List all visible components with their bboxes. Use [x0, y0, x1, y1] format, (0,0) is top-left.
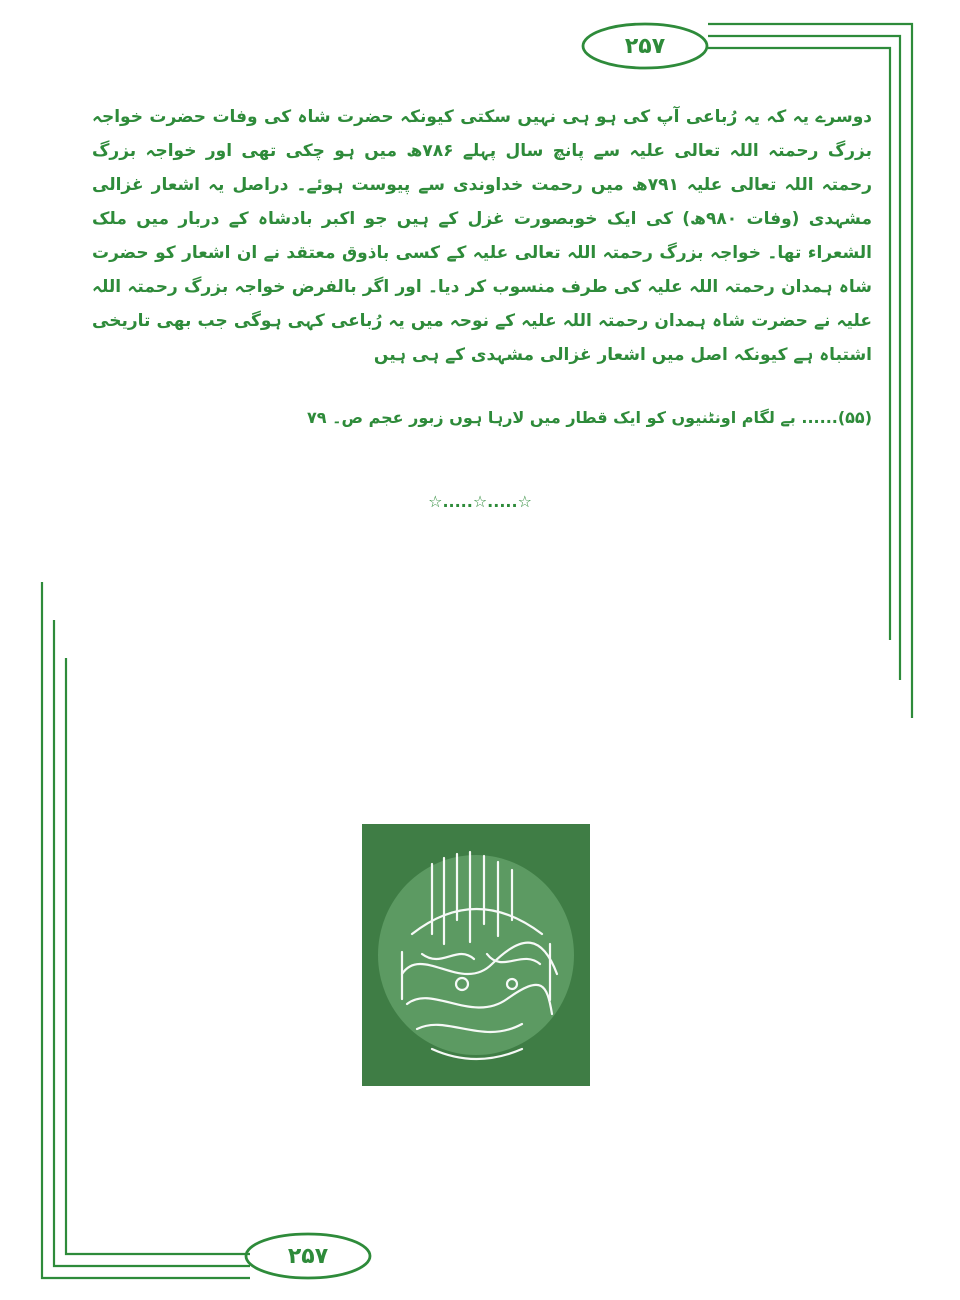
- page-number-bottom: ۲۵۷: [287, 1243, 329, 1269]
- frame-line-bottom-2: [54, 620, 250, 1266]
- page-number-top: ۲۵۷: [624, 33, 666, 59]
- frame-line-bottom-1: [42, 582, 250, 1278]
- section-separator: ☆.....☆.....☆: [428, 492, 532, 511]
- body-paragraph: دوسرے یہ کہ یہ رُباعی آپ کی ہو ہی نہیں سکتی کیونکہ حضرت شاہ کی وفات حضرت خواجہ بزرگ رحمتہ اللہ تعالی علیہ سے پانچ سال پہلے ۷۸۶ھ میں ہو چکی تھی اور خواجہ بزرگ رحمتہ اللہ تعالی علیہ ۷۹۱ھ میں رحمت خداوندی سے پیوست ہوئے۔ دراصل یہ اشعار غزالی مشہدی (وفات ۹۸۰ھ) کی ایک خوبصورت غزل کے ہیں جو اکبر بادشاہ کے دربار میں ملک الشعراء تھا۔ خواجہ بزرگ رحمتہ اللہ تعالی علیہ کے کسی باذوق معتقد نے ان اشعار کو حضرت شاہ ہمدان رحمتہ اللہ علیہ کی طرف منسوب کر دیا۔ اور اگر بالفرض خواجہ بزرگ رحمتہ اللہ علیہ نے حضرت شاہ ہمدان رحمتہ اللہ علیہ کے نوحہ میں یہ رُباعی کہی ہوگی جب بھی تاریخی اشتباہ ہے کیونکہ اصل میں اشعار غزالی مشہدی کے ہی ہیں: [92, 107, 872, 365]
- frame-line-bottom-3: [66, 658, 250, 1254]
- footnote: (۵۵)...... بے لگام اونٹنیوں کو ایک قطار میں لارہا ہوں زبور عجم ص۔ ۷۹: [307, 408, 872, 427]
- calligraphy-seal-image: [362, 824, 590, 1086]
